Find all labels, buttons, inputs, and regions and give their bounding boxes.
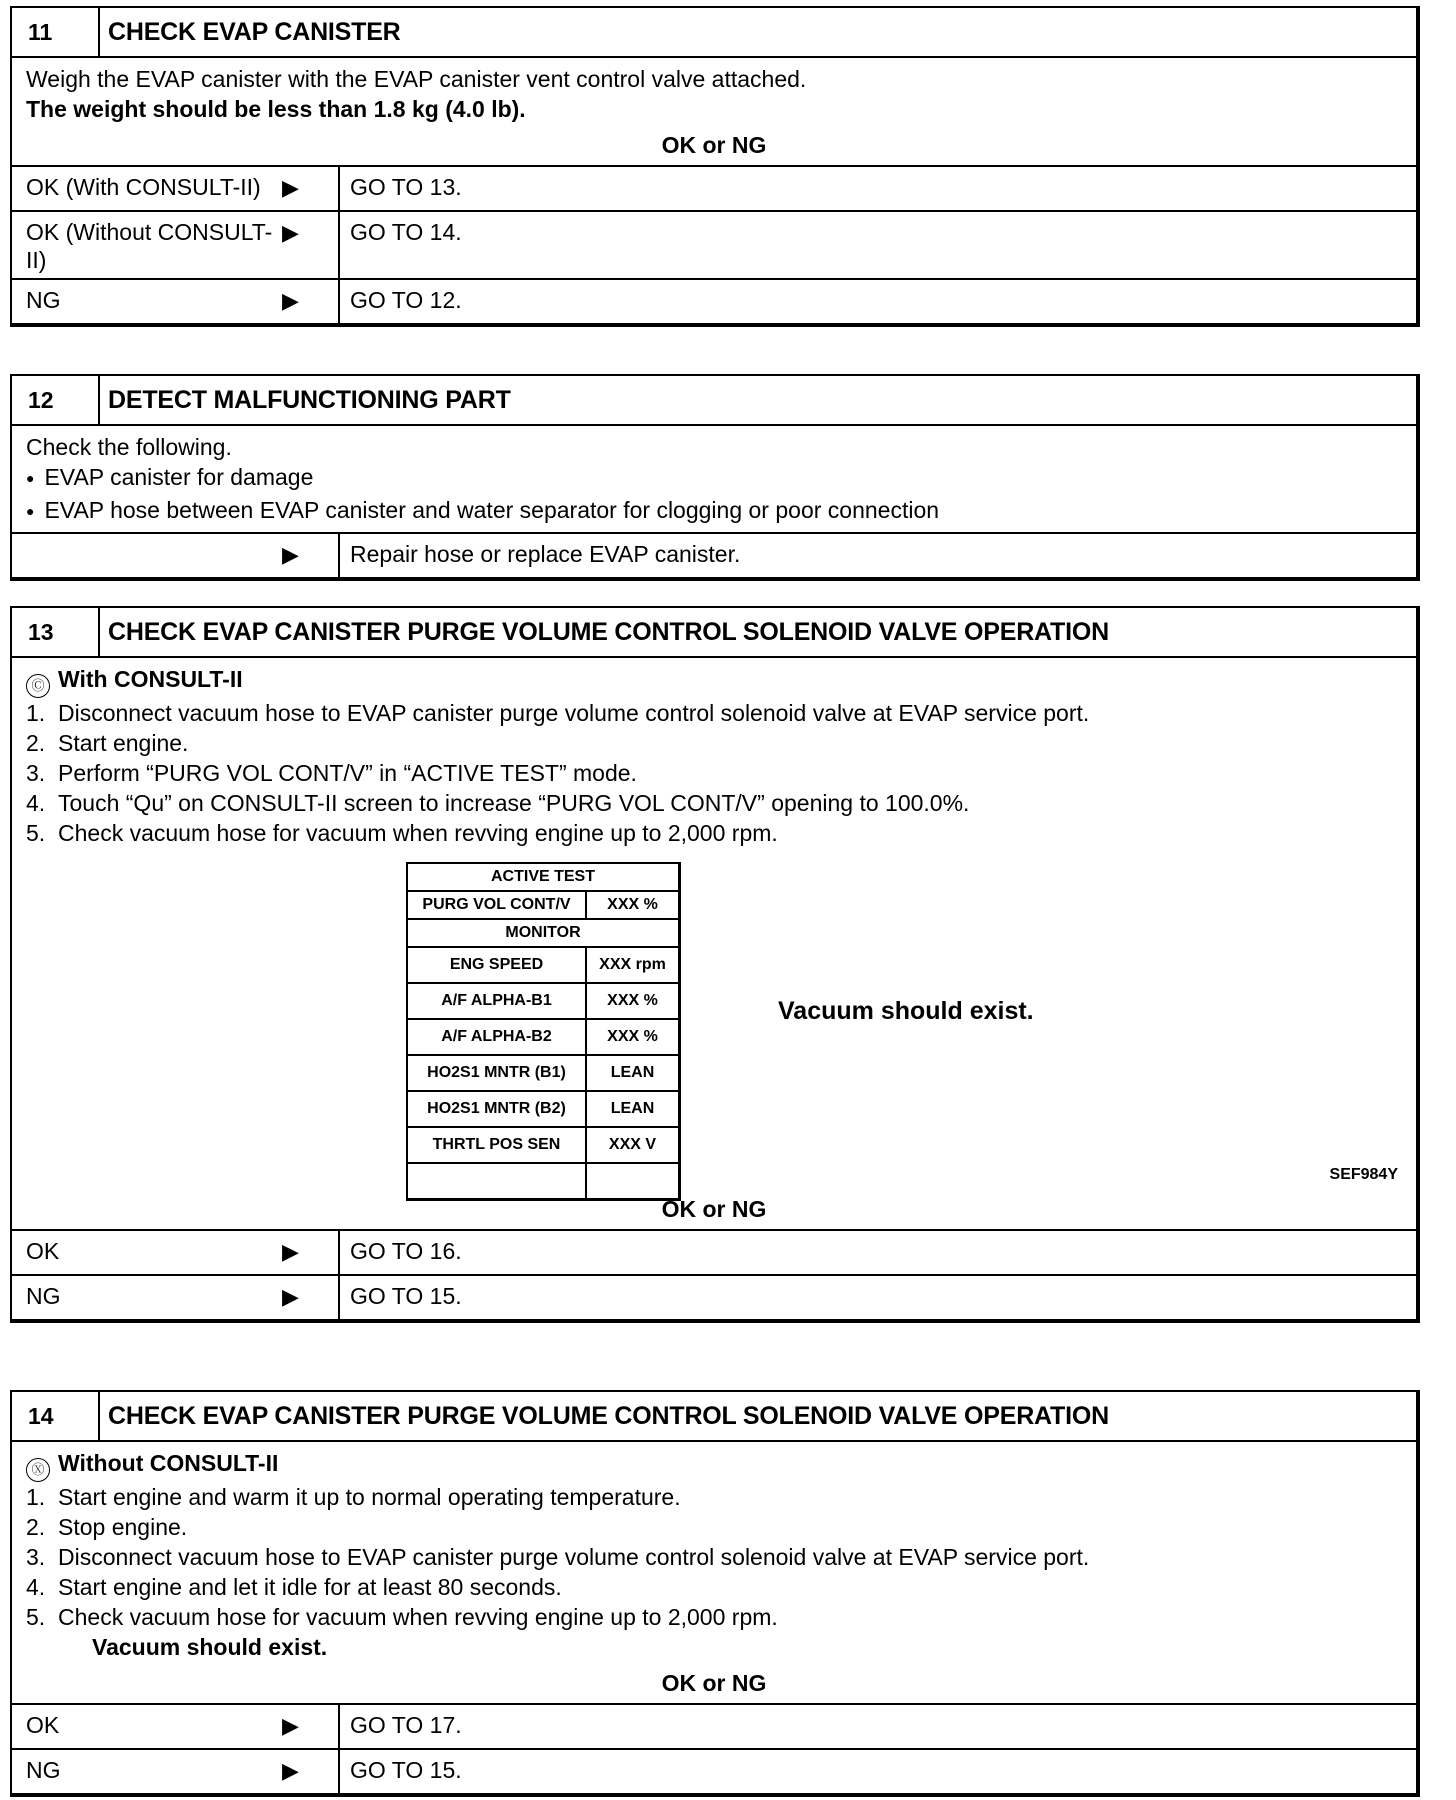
list-item	[26, 758, 1402, 788]
step-title: DETECT MALFUNCTIONING PART	[108, 385, 511, 414]
step-header	[12, 8, 1416, 58]
result-condition	[26, 540, 282, 573]
item-number: 5.	[26, 1604, 46, 1630]
step-header	[12, 608, 1416, 658]
ok-or-ng-label: OK or NG	[661, 1670, 767, 1696]
list-item	[26, 1602, 1402, 1632]
item-text: Touch “Qu” on CONSULT-II screen to increase “PURG VOL CONT/V” opening to 100.0%.	[58, 790, 970, 816]
monitor-value: XXX %	[607, 992, 658, 1009]
step-number: 14	[12, 1392, 100, 1440]
step-body	[12, 658, 1416, 1192]
list-item	[26, 788, 1402, 818]
active-test-table	[406, 862, 681, 1201]
monitor-value: XXX rpm	[599, 956, 666, 973]
list-item	[26, 1482, 1402, 1512]
list-item	[26, 728, 1402, 758]
active-test-figure	[26, 848, 1402, 1188]
item-text: Start engine and let it idle for at least 80 seconds.	[58, 1574, 562, 1600]
result-condition: NG	[26, 1283, 61, 1309]
result-condition: NG	[26, 287, 61, 313]
item-number: 3.	[26, 760, 46, 786]
result-row	[12, 165, 1416, 210]
list-item	[26, 818, 1402, 848]
item-number: 2.	[26, 730, 46, 756]
monitor-value: LEAN	[610, 1100, 655, 1117]
result-action: GO TO 13.	[338, 167, 1416, 210]
result-condition: OK (Without CONSULT-II)	[26, 219, 273, 273]
result-row	[12, 1229, 1416, 1274]
result-condition: NG	[26, 1757, 61, 1783]
item-text: Stop engine.	[58, 1514, 188, 1540]
monitor-header: MONITOR	[505, 924, 581, 941]
step-body	[12, 1442, 1416, 1666]
step-title: CHECK EVAP CANISTER PURGE VOLUME CONTROL SOLENOID VALVE OPERATION	[108, 1401, 1109, 1430]
result-action: GO TO 16.	[338, 1231, 1416, 1274]
monitor-item: HO2S1 MNTR (B2)	[408, 1092, 587, 1126]
step-14	[10, 1390, 1420, 1797]
bullet-item: ● EVAP hose between EVAP canister and water separator for clogging or poor connection	[26, 495, 1402, 528]
result-row	[12, 1703, 1416, 1748]
arrow-right-icon: ▶	[282, 1284, 299, 1309]
step-title: CHECK EVAP CANISTER PURGE VOLUME CONTROL SOLENOID VALVE OPERATION	[108, 617, 1109, 646]
step-title: CHECK EVAP CANISTER	[108, 17, 401, 46]
result-condition: OK	[26, 1712, 60, 1738]
item-text: Start engine and warm it up to normal operating temperature.	[58, 1484, 681, 1510]
arrow-right-icon: ▶	[282, 1713, 299, 1738]
result-condition: OK	[26, 1238, 60, 1264]
item-number: 4.	[26, 1574, 46, 1600]
list-item	[26, 698, 1402, 728]
test-item: PURG VOL CONT/V	[408, 892, 587, 918]
item-text: Check vacuum hose for vacuum when revving engine up to 2,000 rpm.	[58, 820, 778, 846]
monitor-item: THRTL POS SEN	[408, 1128, 587, 1162]
consult-ii-icon: Ⓒ	[26, 674, 50, 698]
item-number: 3.	[26, 1544, 46, 1570]
monitor-item: HO2S1 MNTR (B1)	[408, 1056, 587, 1090]
result-action: GO TO 14.	[338, 212, 1416, 278]
step-body	[12, 426, 1416, 532]
mode-label	[26, 1448, 1402, 1482]
list-item	[26, 1542, 1402, 1572]
instruction-text: Weigh the EVAP canister with the EVAP canister vent control valve attached.	[26, 66, 807, 92]
result-action: GO TO 15.	[338, 1750, 1416, 1793]
result-action: GO TO 17.	[338, 1705, 1416, 1748]
result-condition: OK (With CONSULT-II)	[26, 174, 261, 200]
mode-text: Without CONSULT-II	[58, 1450, 279, 1476]
step-number: 11	[12, 8, 100, 56]
arrow-right-icon: ▶	[282, 542, 299, 567]
result-row	[12, 532, 1416, 577]
no-consult-ii-icon: Ⓧ	[26, 1458, 50, 1482]
arrow-right-icon: ▶	[282, 1758, 299, 1783]
ok-or-ng-label: OK or NG	[661, 132, 767, 158]
monitor-item: A/F ALPHA-B2	[408, 1020, 587, 1054]
step-header	[12, 1392, 1416, 1442]
item-text: Start engine.	[58, 730, 189, 756]
spec-text: The weight should be less than 1.8 kg (4.0 lb).	[26, 96, 526, 122]
monitor-value: LEAN	[610, 1064, 655, 1081]
result-text: Vacuum should exist.	[778, 997, 1034, 1025]
step-11	[10, 6, 1420, 327]
monitor-item	[408, 1164, 587, 1198]
step-number: 12	[12, 376, 100, 424]
item-number: 5.	[26, 820, 46, 846]
result-row	[12, 210, 1416, 278]
test-value: XXX %	[607, 896, 658, 913]
mode-label	[26, 664, 1402, 698]
arrow-right-icon: ▶	[282, 1239, 299, 1264]
result-row	[12, 1748, 1416, 1793]
ok-or-ng-label: OK or NG	[661, 1196, 767, 1222]
list-item	[26, 1512, 1402, 1542]
result-text: Vacuum should exist.	[92, 1634, 328, 1660]
result-action: GO TO 15.	[338, 1276, 1416, 1319]
mode-text: With CONSULT-II	[58, 666, 243, 692]
instruction-text: Check the following.	[26, 434, 232, 460]
item-number: 4.	[26, 790, 46, 816]
monitor-value: XXX V	[608, 1136, 657, 1153]
arrow-right-icon: ▶	[282, 220, 299, 245]
step-header	[12, 376, 1416, 426]
list-item	[26, 1572, 1402, 1602]
bullet-item: ● EVAP canister for damage	[26, 462, 1402, 495]
monitor-value: XXX %	[607, 1028, 658, 1045]
result-row	[12, 1274, 1416, 1319]
step-body	[12, 58, 1416, 128]
item-number: 1.	[26, 1484, 46, 1510]
item-number: 2.	[26, 1514, 46, 1540]
step-12	[10, 374, 1420, 581]
monitor-item: A/F ALPHA-B1	[408, 984, 587, 1018]
arrow-right-icon: ▶	[282, 175, 299, 200]
step-number: 13	[12, 608, 100, 656]
item-text: Disconnect vacuum hose to EVAP canister purge volume control solenoid valve at EVAP service port.	[58, 700, 1090, 726]
result-action: Repair hose or replace EVAP canister.	[338, 534, 1416, 577]
result-row	[12, 278, 1416, 323]
item-text: Check vacuum hose for vacuum when revving engine up to 2,000 rpm.	[58, 1604, 778, 1630]
step-13	[10, 606, 1420, 1323]
item-text: Disconnect vacuum hose to EVAP canister purge volume control solenoid valve at EVAP service port.	[58, 1544, 1090, 1570]
result-action: GO TO 12.	[338, 280, 1416, 323]
monitor-item: ENG SPEED	[408, 948, 587, 982]
active-test-header: ACTIVE TEST	[490, 868, 595, 885]
item-text: Perform “PURG VOL CONT/V” in “ACTIVE TEST” mode.	[58, 760, 637, 786]
arrow-right-icon: ▶	[282, 288, 299, 313]
figure-code: SEF984Y	[1329, 1166, 1398, 1183]
item-number: 1.	[26, 700, 46, 726]
